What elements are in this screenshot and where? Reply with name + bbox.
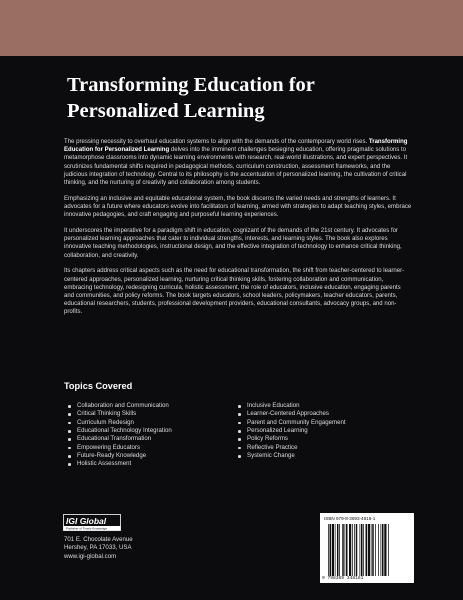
barcode-digits: 9 798369 348161: [322, 576, 364, 581]
barcode-bar: [339, 524, 340, 576]
topic-label: Future-Ready Knowledge: [77, 452, 147, 460]
topic-item: [66, 452, 226, 460]
description-p1-book-title: Transforming Education for Personalized Learning: [64, 139, 408, 154]
topic-label: Educational Transformation: [77, 435, 152, 443]
barcode-bar: [384, 524, 386, 576]
barcode-bar: [363, 524, 364, 576]
topic-label: Policy Reforms: [247, 435, 288, 443]
barcode-bar: [328, 524, 329, 576]
topic-item: [236, 435, 406, 443]
barcode-bar: [388, 524, 389, 576]
bullet-icon: [68, 405, 71, 408]
barcode-bar: [378, 524, 379, 576]
bullet-icon: [238, 447, 241, 450]
book-title: [67, 72, 407, 124]
barcode-bar: [332, 524, 334, 576]
barcode-bar: [356, 524, 358, 576]
logo-tagline: Publisher of Timely Knowledge: [66, 526, 108, 531]
topic-label: Parent and Community Engagement: [247, 418, 346, 426]
address-city: Hershey, PA 17033, USA: [64, 544, 132, 552]
barcode-bar: [360, 524, 361, 576]
barcode-bar: [354, 524, 355, 576]
isbn-number: ISBN 979-8-3693-4816-1: [324, 516, 376, 521]
topic-label: Reflective Practice: [247, 443, 298, 451]
barcode-bar: [352, 524, 353, 576]
publisher-website[interactable]: www.igi-global.com: [64, 552, 117, 560]
topic-item: [66, 419, 226, 427]
topic-item: [66, 444, 226, 452]
topic-item: [236, 444, 406, 452]
topics-list-left: [66, 402, 226, 469]
topic-label: Personalized Learning: [247, 427, 308, 435]
barcode-bar: [375, 524, 376, 576]
topic-label: Systemic Change: [247, 452, 295, 460]
description-paragraph-1: [64, 138, 412, 187]
topic-item: [236, 410, 406, 418]
topic-label: Curriculum Redesign: [77, 418, 134, 426]
barcode-bar: [382, 524, 384, 576]
topic-item: [66, 410, 226, 418]
barcode-bar: [361, 524, 363, 576]
topic-item: [66, 460, 226, 468]
topic-label: Holistic Assessment: [77, 460, 132, 468]
topic-item: [66, 402, 226, 410]
barcode-bar: [335, 524, 336, 576]
book-title-line-2: Personalized Learning: [67, 100, 265, 122]
barcode-bar: [345, 524, 346, 576]
topic-item: [236, 419, 406, 427]
description-paragraph-4: Its chapters address critical aspects such as the need for educational transformation, the shift from teacher-centered to learner-centered approaches, personalized learning, nurturing critical thinking skills, fostering collaboration and communication, embracing technology, redesigning curricula, holistic assessment, the role of educators, inclusive education, engaging parents and communities, and policy reforms. The book targets educators, school leaders, policymakers, teacher educators, parents, educational researchers, students, professional development providers, educational consultants, advocacy groups, and non-profits.: [64, 268, 405, 316]
book-title-line-1: Transforming Education for: [67, 74, 315, 96]
barcode-bar: [337, 524, 339, 576]
book-description: [64, 138, 412, 324]
bullet-icon: [68, 438, 71, 441]
barcode-bar: [368, 524, 370, 576]
address-street: 701 E. Chocolate Avenue: [64, 536, 133, 543]
description-paragraph-3: It underscores the imperative for a paradigm shift in education, cognizant of the demands of the 21st century. It advocates for personalized learning approaches that cater to individual strengths, interests, and learning styles. The book also explores innovative teaching methodologies, instructional design, and the effective integration of technology to enhance critical thinking, collaboration, and creativity.: [64, 228, 402, 259]
topic-label: Educational Technology Integration: [77, 427, 172, 435]
topic-label: Learner-Centered Approaches: [247, 410, 329, 418]
cover-top-band: [0, 0, 463, 56]
bullet-icon: [68, 430, 71, 433]
barcode-bar: [342, 524, 344, 576]
topic-item: [236, 427, 406, 435]
bullet-icon: [238, 455, 241, 458]
bullet-icon: [238, 405, 241, 408]
bullet-icon: [238, 422, 241, 425]
bullet-icon: [68, 413, 71, 416]
description-p1-text: The pressing necessity to overhaul education systems to align with the demands of the contemporary world rises.: [64, 139, 369, 145]
bullet-icon: [238, 413, 241, 416]
bullet-icon: [238, 430, 241, 433]
barcode-bar: [346, 524, 348, 576]
topic-item: [66, 435, 226, 443]
topic-label: Inclusive Education: [247, 402, 300, 409]
barcode-bar: [371, 524, 372, 576]
description-p1-text-cont: delves into the imminent challenges besieging education, offering pragmatic solutions to metamorphose classrooms into dynamic learning environments with research, real-world illustrations, and expert perspectives. It scrutinizes fundamental shifts required in pedagogical methods, curriculum construction, assessment frameworks, and the judicious integration of technology. Central to its philosophy is the accentuation of personalized learning, the cultivation of critical thinking, and the nurturing of creativity and collaboration among students.: [64, 147, 408, 187]
description-paragraph-2: Emphasizing an inclusive and equitable educational system, the book discerns the varied needs and strengths of learners. It advocates for a future where educators evolve into facilitators of learning, armed with strategies to adapt teaching styles, embrace innovative pedagogies, and craft engaging and purposeful learning experiences.: [64, 195, 412, 219]
igi-global-logo: [63, 514, 121, 531]
bullet-icon: [68, 463, 71, 466]
barcode-bar: [372, 524, 374, 576]
logo-name: IGI Global: [66, 516, 107, 526]
barcode-bar: [330, 524, 332, 576]
barcode-bar: [381, 524, 382, 576]
topic-label: Collaboration and Communication: [77, 402, 169, 409]
isbn-barcode-box: [320, 513, 414, 583]
topic-label: Empowering Educators: [77, 443, 140, 451]
publisher-address: [64, 536, 133, 561]
topic-item: [66, 427, 226, 435]
bullet-icon: [238, 438, 241, 441]
bullet-icon: [68, 447, 71, 450]
topics-heading: Topics Covered: [64, 381, 133, 391]
barcode-bars: [328, 524, 410, 576]
topic-item: [236, 402, 406, 410]
bullet-icon: [68, 422, 71, 425]
topics-list-right: [236, 402, 406, 460]
topic-label: Critical Thinking Skills: [77, 410, 137, 418]
bullet-icon: [68, 455, 71, 458]
barcode-bar: [349, 524, 351, 576]
barcode-bar: [366, 524, 368, 576]
topic-item: [236, 452, 406, 460]
